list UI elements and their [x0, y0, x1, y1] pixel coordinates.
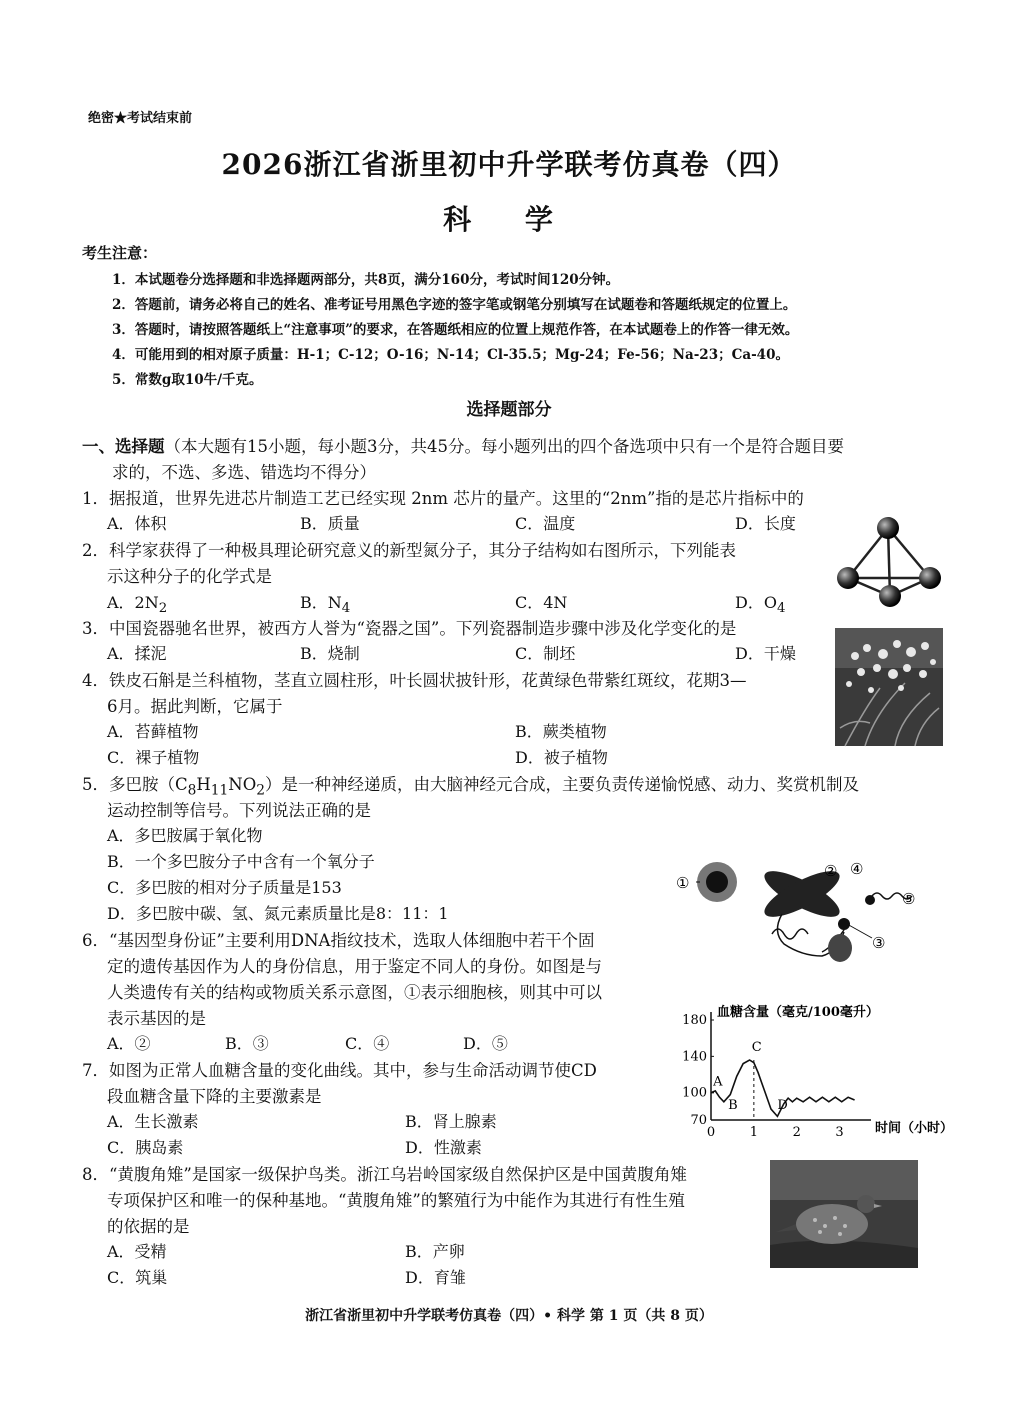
q5-stem-cont: 运动控制等信号。下列说法正确的是: [107, 801, 371, 820]
pheasant-photo: [770, 1160, 918, 1268]
q3-option-d: D．干燥: [735, 644, 796, 663]
q3-option-a: A．揉泥: [107, 644, 167, 663]
q5-stem-no: NO: [228, 775, 257, 794]
q2-stem: 2．科学家获得了一种极具理论研究意义的新型氮分子，其分子结构如右图所示，下列能表: [82, 541, 736, 560]
pheasant-body: [796, 1204, 868, 1244]
q2-a-text: A．2N: [107, 593, 159, 612]
q8-option-b: B．产卵: [405, 1242, 465, 1261]
point-label: D: [777, 1098, 788, 1114]
q5-option-d: D．多巴胺中碳、氢、氮元素质量比是8：11：1: [107, 904, 449, 923]
q5-option-a: A．多巴胺属于氧化物: [107, 826, 263, 845]
pheasant-head: [857, 1195, 875, 1213]
q1-stem: 1．据报道，世界先进芯片制造工艺已经实现 2nm 芯片的量产。这里的“2nm”指的是芯片指标中的: [82, 489, 804, 508]
q4-option-a: A．苔藓植物: [107, 722, 199, 741]
q2-option-d: [735, 590, 785, 616]
q4-stem-cont: 6月。据此判断，它属于: [107, 697, 283, 716]
q2-d-sub: 4: [776, 601, 786, 617]
q7-stem-cont: 段血糖含量下降的主要激素是: [107, 1087, 322, 1106]
q8-option-d: D．育雏: [405, 1268, 466, 1287]
blood-sugar-chart: [675, 994, 954, 1144]
q3-option-c: C．制坯: [515, 644, 576, 663]
part-heading-label: 一、选择题: [82, 437, 165, 456]
q4-option-d: D．被子植物: [515, 748, 608, 767]
q2-stem-cont: 示这种分子的化学式是: [107, 567, 272, 586]
q8-stem: 8．“黄腹角雉”是国家一级保护鸟类。浙江乌岩岭国家级自然保护区是中国黄腹角雉: [82, 1165, 687, 1184]
q5-option-c: C．多巴胺的相对分子质量是153: [107, 878, 342, 897]
q1-option-b: B．质量: [300, 514, 360, 533]
q7-option-c: C．胰岛素: [107, 1138, 184, 1157]
q5-sub: 8: [187, 782, 197, 799]
q5-sub: 11: [210, 782, 229, 799]
n4-molecule-figure: [830, 510, 945, 610]
x-tick-label: 0: [706, 1125, 716, 1140]
notice-item: 4．可能用到的相对原子质量：H-1；C-12；O-16；N-14；Cl-35.5；Mg-24；Fe-56；Na-23；Ca-40。: [112, 347, 789, 363]
q8-option-c: C．筑巢: [107, 1268, 168, 1287]
y-tick-label: 180: [682, 1013, 707, 1028]
genetics-diagram: [672, 852, 927, 977]
page-footer: 浙江省浙里初中升学联考仿真卷（四）• 科学 第 1 页（共 8 页）: [305, 1308, 713, 1324]
dna-coil: [828, 934, 852, 962]
q2-b-sub: 4: [341, 601, 351, 617]
q2-option-a: [107, 590, 167, 616]
point-label: B: [728, 1098, 738, 1114]
fig-label-3: ③: [872, 934, 886, 952]
q6-stem-cont: 表示基因的是: [107, 1009, 206, 1028]
x-tick-label: 2: [792, 1125, 801, 1140]
q5-stem-pre: 5．多巴胺（C: [82, 775, 188, 794]
notice-item: 1．本试题卷分选择题和非选择题两部分，共8页，满分160分，考试时间120分钟。: [112, 272, 620, 288]
q4-option-c: C．裸子植物: [107, 748, 200, 767]
orchid-photo: [835, 628, 943, 746]
y-tick-label: 70: [690, 1113, 707, 1128]
confidential-mark: 绝密★考试结束前: [88, 111, 193, 126]
q2-option-b: [300, 590, 350, 616]
y-axis-label: 血糖含量（毫克/100毫升）: [717, 1005, 879, 1020]
atom-ball: [837, 567, 859, 589]
q5-stem-h: H: [196, 775, 211, 794]
y-tick-label: 140: [682, 1049, 707, 1065]
fig-label-4: ④: [850, 860, 864, 878]
q4-stem: 4．铁皮石斛是兰科植物，茎直立圆柱形，叶长圆状披针形，花黄绿色带紫红斑纹，花期3—: [82, 671, 747, 690]
q6-option-c: C．④: [345, 1034, 390, 1053]
fig-label-2: ②: [824, 862, 838, 880]
x-axis-label: 时间（小时）: [875, 1121, 954, 1136]
notice-item: 5．常数g取10牛/千克。: [112, 372, 263, 388]
q6-stem: 6．“基因型身份证”主要利用DNA指纹技术，选取人体细胞中若干个固: [82, 931, 595, 950]
q6-option-b: B．③: [225, 1034, 269, 1053]
q1-option-a: A．体积: [107, 514, 167, 533]
q6-stem-cont: 定的遗传基因作为人的身份信息，用于鉴定不同人的身份。如图是与: [107, 957, 602, 976]
q1-option-c: C．温度: [515, 514, 576, 533]
q1-option-d: D．长度: [735, 514, 796, 533]
q8-stem-cont: 专项保护区和唯一的保种基地。“黄腹角雉”的繁殖行为中能作为其进行有性生殖: [107, 1191, 685, 1210]
q5-stem-tail: ）是一种神经递质，由大脑神经元合成，主要负责传递愉悦感、动力、奖赏机制及: [264, 775, 859, 794]
fig-label-1: ①: [676, 874, 690, 892]
q3-option-b: B．烧制: [300, 644, 360, 663]
q5-sub: 2: [256, 782, 265, 799]
atom-ball: [879, 585, 901, 607]
atom-ball: [877, 517, 899, 539]
gene-segment: [865, 895, 875, 905]
part-heading-cont: 求的，不选、多选、错选均不得分）: [112, 463, 376, 482]
exam-title: 2026浙江省浙里初中升学联考仿真卷（四）: [221, 148, 797, 181]
section-title: 选择题部分: [466, 400, 552, 420]
q2-d-text: D．O: [735, 593, 777, 612]
q2-option-c: C．4N: [515, 593, 568, 612]
q5-option-b: B．一个多巴胺分子中含有一个氧分子: [107, 852, 375, 871]
q2-b-text: B．N: [300, 593, 342, 612]
q4-option-b: B．蕨类植物: [515, 722, 607, 741]
notice-item: 2．答题前，请务必将自己的姓名、准考证号用黑色字迹的签字笔或钢笔分别填写在试题卷和答题纸规定的位置上。: [112, 297, 797, 313]
q7-stem: 7．如图为正常人血糖含量的变化曲线。其中，参与生命活动调节使CD: [82, 1061, 597, 1080]
part-heading: [82, 433, 844, 457]
y-tick-label: 100: [682, 1085, 707, 1101]
q7-option-a: A．生长激素: [107, 1112, 199, 1131]
q8-stem-cont: 的依据的是: [107, 1217, 190, 1236]
q5-stem: [82, 771, 859, 798]
q7-option-b: B．肾上腺素: [405, 1112, 497, 1131]
subject-title: 科 学: [443, 203, 575, 236]
q3-stem: 3．中国瓷器驰名世界，被西方人誉为“瓷器之国”。下列瓷器制造步骤中涉及化学变化的是: [82, 619, 737, 638]
q6-stem-cont: 人类遗传有关的结构或物质关系示意图，①表示细胞核，则其中可以: [107, 983, 602, 1002]
notice-item: 3．答题时，请按照答题纸上“注意事项”的要求，在答题纸相应的位置上规范作答，在本试题卷上的作答一律无效。: [112, 322, 799, 338]
x-tick-label: 1: [749, 1125, 758, 1140]
notice-heading: 考生注意：: [82, 244, 158, 262]
q7-option-d: D．性激素: [405, 1138, 482, 1157]
q6-option-a: A．②: [107, 1034, 151, 1053]
point-label: C: [751, 1039, 762, 1055]
q8-option-a: A．受精: [107, 1242, 167, 1261]
atom-ball: [919, 567, 941, 589]
point-label: A: [713, 1074, 723, 1090]
part-heading-desc: （本大题有15小题，每小题3分，共45分。每小题列出的四个备选项中只有一个是符合题目要: [164, 437, 844, 456]
q6-option-d: D．⑤: [463, 1034, 508, 1053]
x-tick-label: 3: [835, 1125, 844, 1140]
fig-label-5: ⑤: [902, 890, 916, 908]
q2-a-sub: 2: [158, 601, 168, 617]
